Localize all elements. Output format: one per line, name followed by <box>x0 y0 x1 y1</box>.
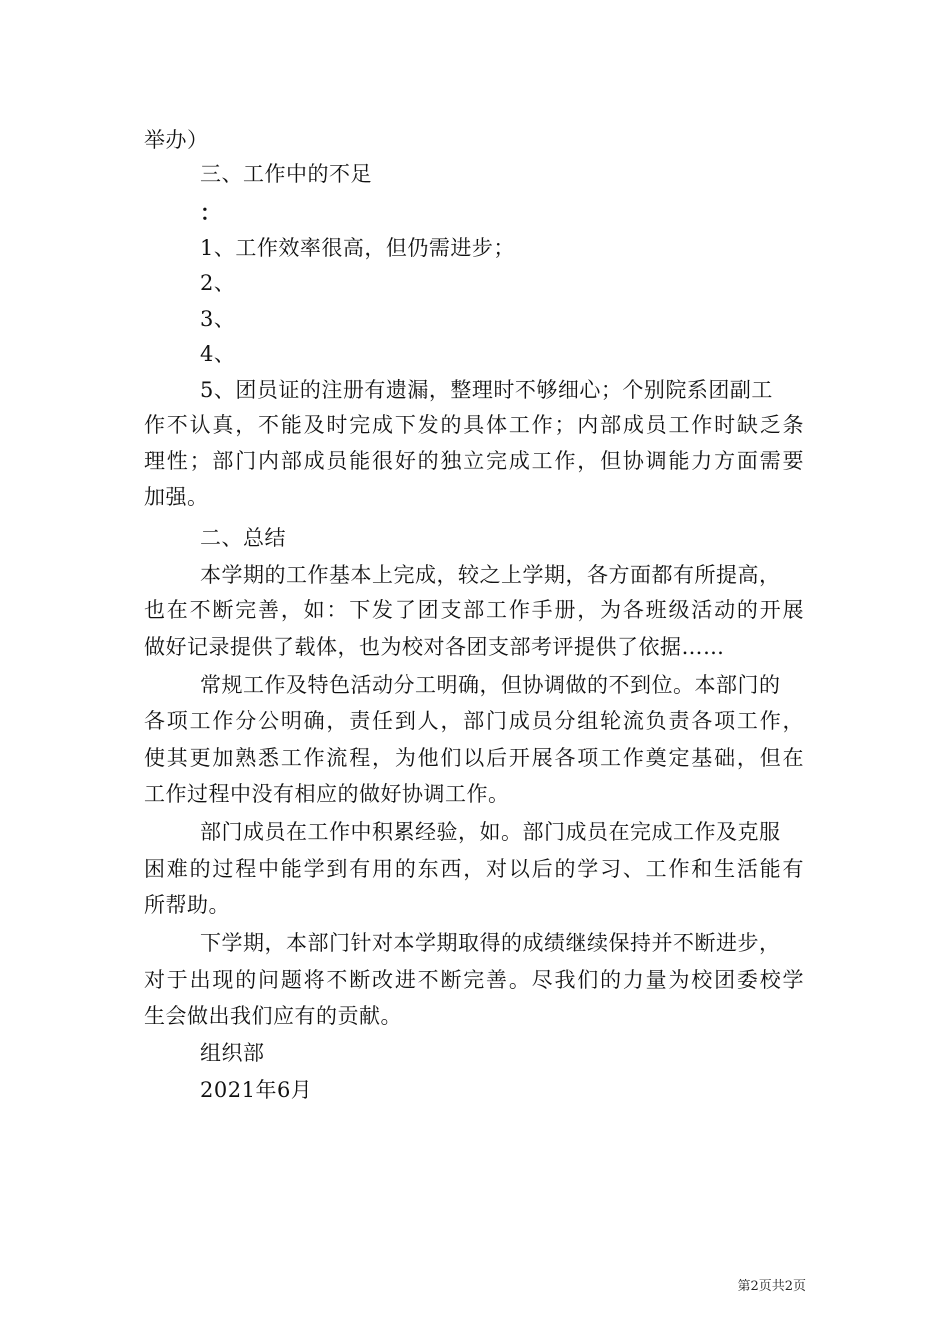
page-number: 第2页共2页 <box>737 1279 806 1294</box>
text-line: 本学期的工作基本上完成，较之上学期，各方面都有所提高， <box>200 563 781 587</box>
text-line: 部门成员在工作中积累经验，如。部门成员在完成工作及克服 <box>200 820 781 844</box>
text-line: 理性；部门内部成员能很好的独立完成工作，但协调能力方面需要 <box>144 449 804 473</box>
list-item: 4、 <box>200 342 236 366</box>
list-item: 3、 <box>200 307 236 331</box>
text-line: 所帮助。 <box>144 893 230 917</box>
list-item: 2、 <box>200 271 236 295</box>
signature-date: 2021年6月 <box>200 1078 313 1102</box>
list-item: 1、工作效率很高，但仍需进步； <box>200 236 515 260</box>
text-line: 使其更加熟悉工作流程，为他们以后开展各项工作奠定基础，但在 <box>144 746 804 770</box>
text-line: 常规工作及特色活动分工明确，但协调做的不到位。本部门的 <box>200 673 781 697</box>
signature-department: 组织部 <box>200 1041 265 1065</box>
text-line: 也在不断完善，如：下发了团支部工作手册，为各班级活动的开展 <box>144 598 804 622</box>
text-line: 对于出现的问题将不断改进不断完善。尽我们的力量为校团委校学 <box>144 968 804 992</box>
text-line: 生会做出我们应有的贡献。 <box>144 1004 402 1028</box>
text-line: ： <box>200 200 222 225</box>
text-line: 作不认真，不能及时完成下发的具体工作；内部成员工作时缺乏条 <box>144 413 804 437</box>
text-line: 做好记录提供了载体，也为校对各团支部考评提供了依据…… <box>144 635 725 659</box>
text-line: 工作过程中没有相应的做好协调工作。 <box>144 782 510 806</box>
text-line: 各项工作分公明确，责任到人，部门成员分组轮流负责各项工作， <box>144 709 804 733</box>
section-heading: 三、工作中的不足 <box>200 162 372 186</box>
text-line: 加强。 <box>144 485 209 509</box>
text-line: 举办） <box>144 128 209 152</box>
text-line: 困难的过程中能学到有用的东西，对以后的学习、工作和生活能有 <box>144 857 804 881</box>
section-heading: 二、总结 <box>200 526 286 550</box>
list-item: 5、团员证的注册有遗漏，整理时不够细心；个别院系团副工 <box>200 378 773 402</box>
text-line: 下学期，本部门针对本学期取得的成绩继续保持并不断进步， <box>200 931 781 955</box>
